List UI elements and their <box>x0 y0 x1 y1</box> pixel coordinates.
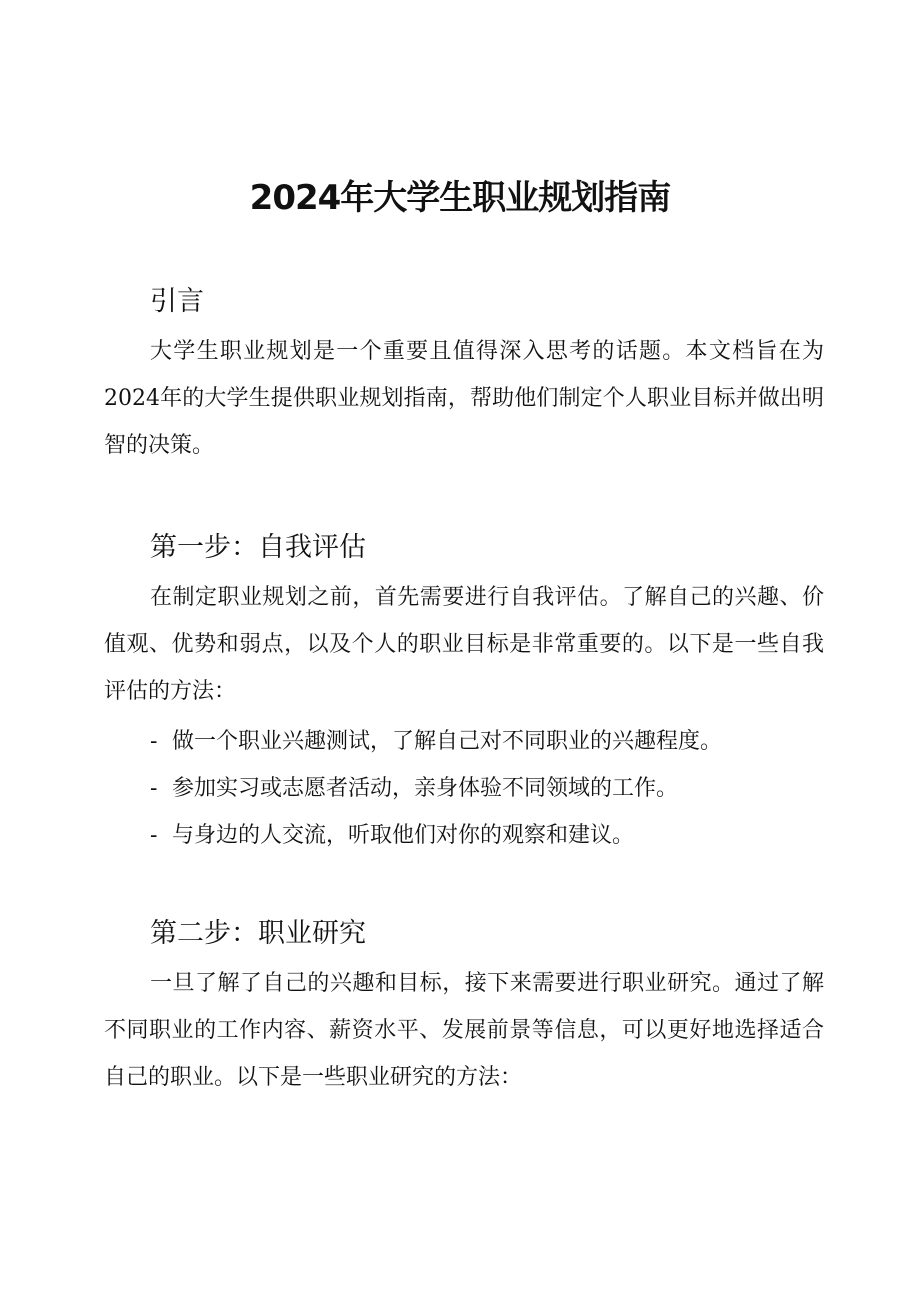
list-item <box>150 812 634 859</box>
section-heading-intro: 引言 <box>150 286 204 317</box>
bullet-dash: - <box>150 729 158 754</box>
section-paragraph-career-research: 一旦了解了自己的兴趣和目标，接下来需要进行职业研究。通过了解不同职业的工作内容、薪资水平、发展前景等信息，可以更好地选择适合自己的职业。以下是一些职业研究的方法： <box>104 971 824 1090</box>
list-item-text: 做一个职业兴趣测试，了解自己对不同职业的兴趣程度。 <box>172 729 723 754</box>
section-paragraph-self-assessment: 在制定职业规划之前，首先需要进行自我评估。了解自己的兴趣、价值观、优势和弱点，以及个人的职业目标是非常重要的。以下是一些自我评估的方法： <box>104 585 824 704</box>
document-title: 2024年大学生职业规划指南 <box>249 178 671 218</box>
list-item-text: 与身边的人交流，听取他们对你的观察和建议。 <box>172 823 635 848</box>
bullet-dash: - <box>150 776 158 801</box>
list-item <box>150 765 678 812</box>
bullet-dash: - <box>150 823 158 848</box>
list-item <box>150 718 722 765</box>
section-heading-self-assessment: 第一步：自我评估 <box>150 532 366 563</box>
section-paragraph-intro: 大学生职业规划是一个重要且值得深入思考的话题。本文档旨在为2024年的大学生提供职业规划指南，帮助他们制定个人职业目标并做出明智的决策。 <box>104 339 824 458</box>
section-heading-career-research: 第二步：职业研究 <box>150 918 366 949</box>
list-item-text: 参加实习或志愿者活动，亲身体验不同领域的工作。 <box>172 776 679 801</box>
